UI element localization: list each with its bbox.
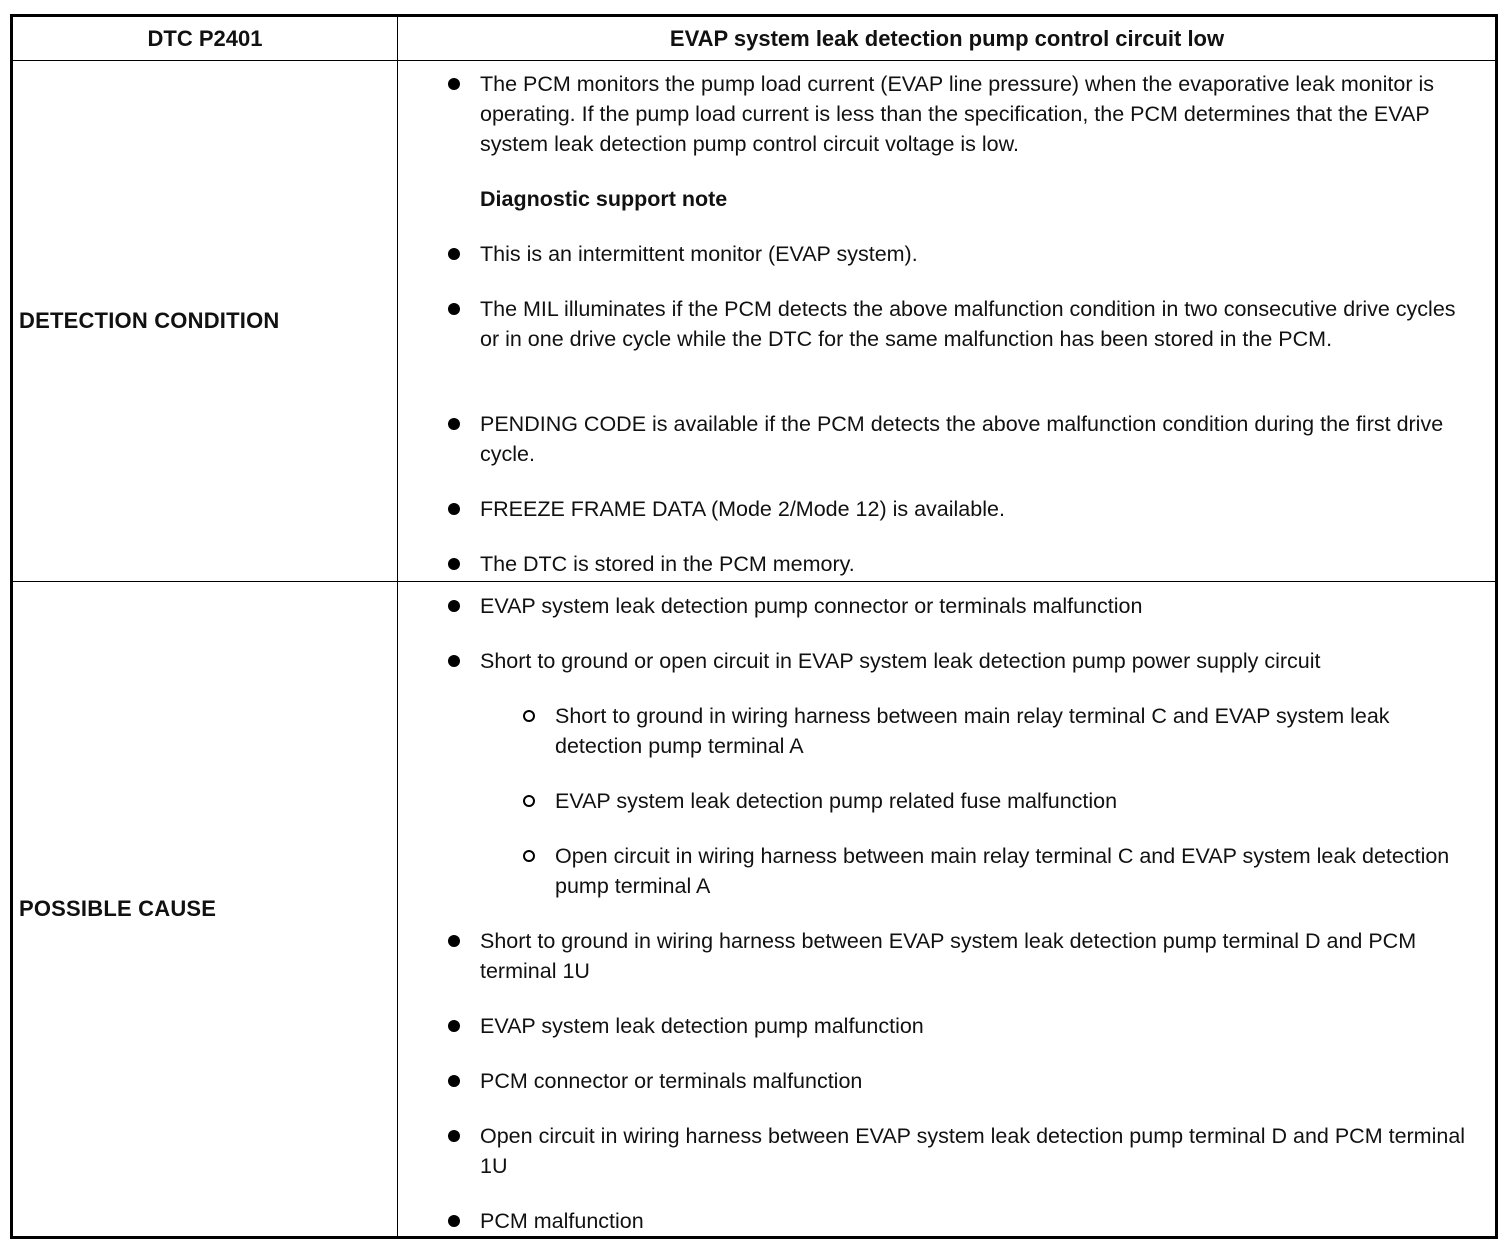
dtc-code: DTC P2401 [147, 25, 263, 51]
bullet-icon [448, 600, 460, 612]
bullet-icon [448, 248, 460, 260]
cause-text: EVAP system leak detection pump connector or terminals malfunction [480, 594, 1143, 618]
column-divider [397, 582, 398, 1236]
column-divider [397, 17, 398, 60]
dtc-table [10, 14, 1498, 1239]
note-text: The MIL illuminates if the PCM detects the above malfunction condition in two consecutive drive cycles or in one drive cycle while the DTC for the same malfunction has been stored in the PCM. [480, 297, 1456, 351]
bullet-icon [448, 78, 460, 90]
cause-text: Open circuit in wiring harness between EVAP system leak detection pump terminal D and PCM terminal 1U [480, 1124, 1466, 1178]
cause-text: Short to ground in wiring harness between EVAP system leak detection pump terminal D and PCM terminal 1U [480, 929, 1417, 983]
detection-condition-content [399, 61, 1495, 581]
dtc-title: EVAP system leak detection pump control circuit low [669, 25, 1225, 51]
circle-bullet-icon [523, 795, 535, 807]
bullet-icon [448, 655, 460, 667]
column-divider [397, 61, 398, 581]
header-row [13, 17, 1495, 61]
detection-condition-row [13, 61, 1495, 582]
detection-intro: The PCM monitors the pump load current (EVAP line pressure) when the evaporative leak monitor is operating. If the pump load current is less than the specification, the PCM determines that the EVAP system leak detection pump control circuit voltage is low. [480, 72, 1435, 156]
circle-bullet-icon [523, 850, 535, 862]
cause-text: Open circuit in wiring harness between main relay terminal C and EVAP system leak detection pump terminal A [555, 844, 1450, 898]
bullet-icon [448, 935, 460, 947]
possible-cause-label: POSSIBLE CAUSE [19, 896, 217, 921]
cause-text: EVAP system leak detection pump related fuse malfunction [555, 789, 1118, 813]
cause-text: PCM connector or terminals malfunction [480, 1069, 863, 1093]
bullet-icon [448, 303, 460, 315]
bullet-icon [448, 1020, 460, 1032]
cause-text: Short to ground in wiring harness between main relay terminal C and EVAP system leak detection pump terminal A [555, 704, 1390, 758]
possible-cause-row [13, 582, 1495, 1236]
cause-text: EVAP system leak detection pump malfunction [480, 1014, 924, 1038]
bullet-icon [448, 1215, 460, 1227]
cause-text: PCM malfunction [480, 1209, 644, 1233]
detection-condition-label: DETECTION CONDITION [19, 308, 280, 333]
note-text: PENDING CODE is available if the PCM detects the above malfunction condition during the first drive cycle. [480, 412, 1444, 466]
bullet-icon [448, 503, 460, 515]
bullet-icon [448, 418, 460, 430]
bullet-icon [448, 1130, 460, 1142]
possible-cause-content [399, 582, 1495, 1236]
diagnostic-note-heading: Diagnostic support note [480, 187, 728, 211]
bullet-icon [448, 1075, 460, 1087]
note-text: This is an intermittent monitor (EVAP system). [480, 242, 918, 266]
bullet-icon [448, 558, 460, 570]
cause-text: Short to ground or open circuit in EVAP system leak detection pump power supply circuit [480, 649, 1321, 673]
note-text: The DTC is stored in the PCM memory. [480, 552, 855, 576]
circle-bullet-icon [523, 710, 535, 722]
note-text: FREEZE FRAME DATA (Mode 2/Mode 12) is available. [480, 497, 1005, 521]
